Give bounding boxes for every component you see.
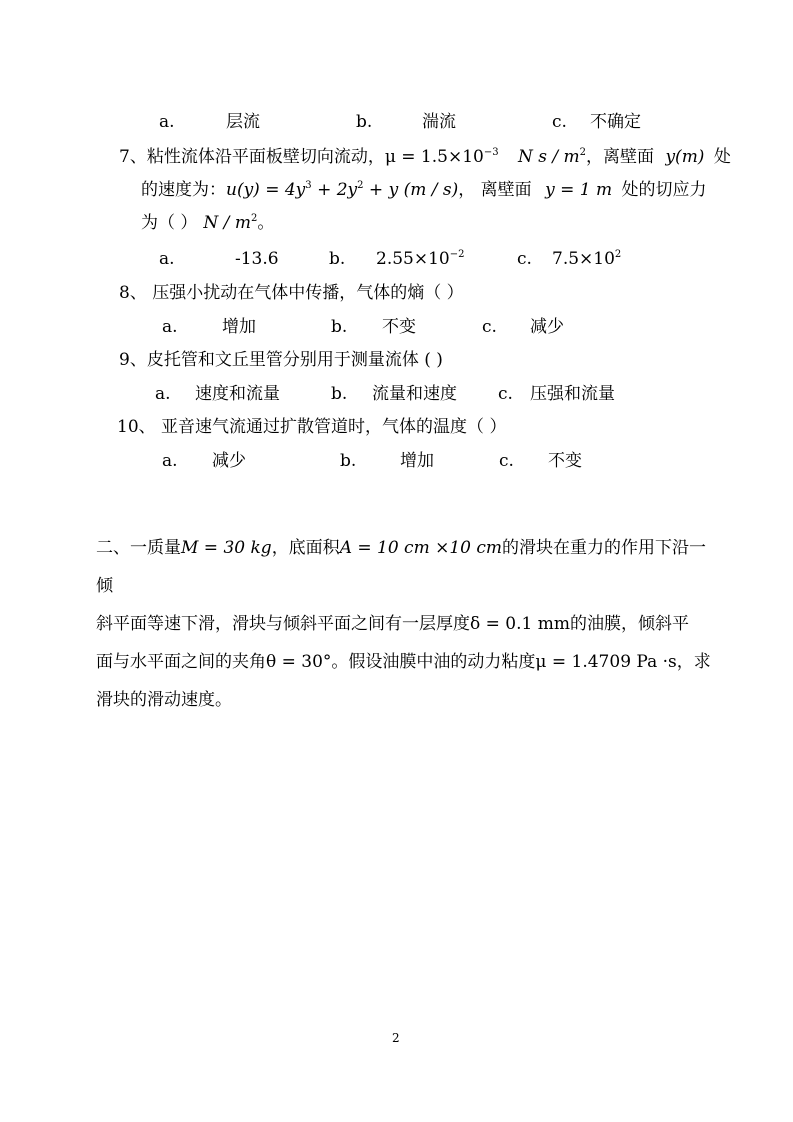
page-number: 2 xyxy=(392,1031,400,1045)
q7-option-b-value xyxy=(376,247,464,271)
q7-line-2 xyxy=(141,178,706,202)
q10-option-c-text: 不变 xyxy=(548,451,582,471)
problem-2-text: 斜平面等速下滑，滑块与倾斜平面之间有一层厚度 xyxy=(96,614,470,634)
q7-line2-suffix: 处的切应力 xyxy=(621,180,707,200)
q7-text2: 处 xyxy=(713,147,731,167)
q9-option-c-text: 压强和流量 xyxy=(530,384,615,404)
q8-option-a-label: a. xyxy=(162,317,178,337)
q10-text: 10、 亚音速气流通过扩散管道时，气体的温度（ ） xyxy=(117,417,507,437)
q10-option-b-label: b. xyxy=(340,451,357,471)
q7-option-b-label: b. xyxy=(329,249,346,269)
q7-option-b-text: 2.55×10 xyxy=(376,249,450,269)
q6-option-c-label: c. xyxy=(552,112,567,132)
mass-value: M = 30 kg xyxy=(181,538,272,558)
q8-option-a-text: 增加 xyxy=(222,317,256,337)
q7-velocity-2: + 2y xyxy=(311,180,358,200)
problem-2-text: 面与水平面之间的夹角 xyxy=(96,652,266,672)
q7-mu-exp: −3 xyxy=(483,147,499,158)
q7-velocity-exp3: 3 xyxy=(305,180,312,191)
q7-line-3 xyxy=(141,211,274,235)
q8-option-c-text: 减少 xyxy=(530,317,564,337)
q8-option-b-text: 不变 xyxy=(382,317,416,337)
q9-option-a-text: 速度和流量 xyxy=(195,384,280,404)
q7-line2-mid: ， 离壁面 xyxy=(458,180,532,200)
problem-2-text: 二、一质量 xyxy=(96,538,181,558)
q7-line3-unit: N / m xyxy=(203,213,251,233)
q7-velocity: u(y) = 4y xyxy=(226,180,306,200)
q7-line3-exp: 2 xyxy=(250,213,258,224)
q9-option-a-label: a. xyxy=(155,384,171,404)
q7-velocity-exp2: 2 xyxy=(357,180,364,191)
angle-value: θ = 30° xyxy=(266,652,332,672)
q7-line3-suffix: 。 xyxy=(257,213,275,233)
q7-option-a-text: -13.6 xyxy=(235,249,279,269)
q7-prefix: 7、粘性流体沿平面板壁切向流动， xyxy=(119,147,385,167)
problem-2-line-3 xyxy=(96,643,721,681)
problem-2-text: 的油膜，倾斜平 xyxy=(569,614,689,634)
q7-line-1 xyxy=(119,145,731,169)
q7-option-c-text: 7.5×10 xyxy=(552,249,615,269)
problem-2-line-2 xyxy=(96,605,721,643)
q6-option-b-label: b. xyxy=(356,112,373,132)
q8-text: 8、 压强小扰动在气体中传播，气体的熵（ ） xyxy=(119,283,464,303)
area-value: A = 10 cm ×10 cm xyxy=(339,538,503,558)
q7-option-b-exp: −2 xyxy=(449,249,465,260)
q8-option-b-label: b. xyxy=(331,317,348,337)
q7-unit: N s / m xyxy=(518,147,580,167)
q9-text: 9、皮托管和文丘里管分别用于测量流体 ( ) xyxy=(119,350,443,370)
q7-text1: ，离壁面 xyxy=(586,147,655,167)
q7-ym: y(m) xyxy=(665,147,705,167)
viscosity-value: μ = 1.4709 Pa ·s xyxy=(535,652,677,672)
q7-mu: μ = 1.5×10 xyxy=(384,147,484,167)
thickness-value: δ = 0.1 mm xyxy=(470,614,570,634)
q10-option-a-label: a. xyxy=(162,451,178,471)
q7-option-c-exp: 2 xyxy=(614,249,622,260)
q9-option-b-text: 流量和速度 xyxy=(372,384,457,404)
q7-line3-prefix: 为（ ） xyxy=(141,213,198,233)
q7-line2-prefix: 的速度为： xyxy=(141,180,226,200)
problem-2-text: ，求 xyxy=(676,652,711,672)
problem-2-line-4: 滑块的滑动速度。 xyxy=(96,690,232,710)
q7-option-c-label: c. xyxy=(517,249,532,269)
problem-2-text: 的滑块在重力的作用下沿一倾 xyxy=(96,538,707,596)
q6-option-c-text: 不确定 xyxy=(590,112,641,132)
q7-option-a-label: a. xyxy=(159,249,175,269)
problem-2-text: ，底面积 xyxy=(271,538,340,558)
q10-option-a-text: 减少 xyxy=(212,451,246,471)
q6-option-b-text: 湍流 xyxy=(422,112,456,132)
q7-unit-exp: 2 xyxy=(579,147,587,158)
problem-2-line-1 xyxy=(96,529,721,605)
q6-option-a-label: a. xyxy=(159,112,175,132)
q10-option-b-text: 增加 xyxy=(400,451,434,471)
q8-option-c-label: c. xyxy=(482,317,497,337)
q7-velocity-3: + y (m / s) xyxy=(363,180,459,200)
problem-2-text: 。假设油膜中油的动力粘度 xyxy=(331,652,536,672)
q7-option-c-value xyxy=(552,247,621,271)
q7-y1: y = 1 m xyxy=(545,180,613,200)
q6-option-a-text: 层流 xyxy=(226,112,260,132)
q10-option-c-label: c. xyxy=(499,451,514,471)
q9-option-c-label: c. xyxy=(498,384,513,404)
q9-option-b-label: b. xyxy=(331,384,348,404)
problem-2 xyxy=(96,529,721,719)
